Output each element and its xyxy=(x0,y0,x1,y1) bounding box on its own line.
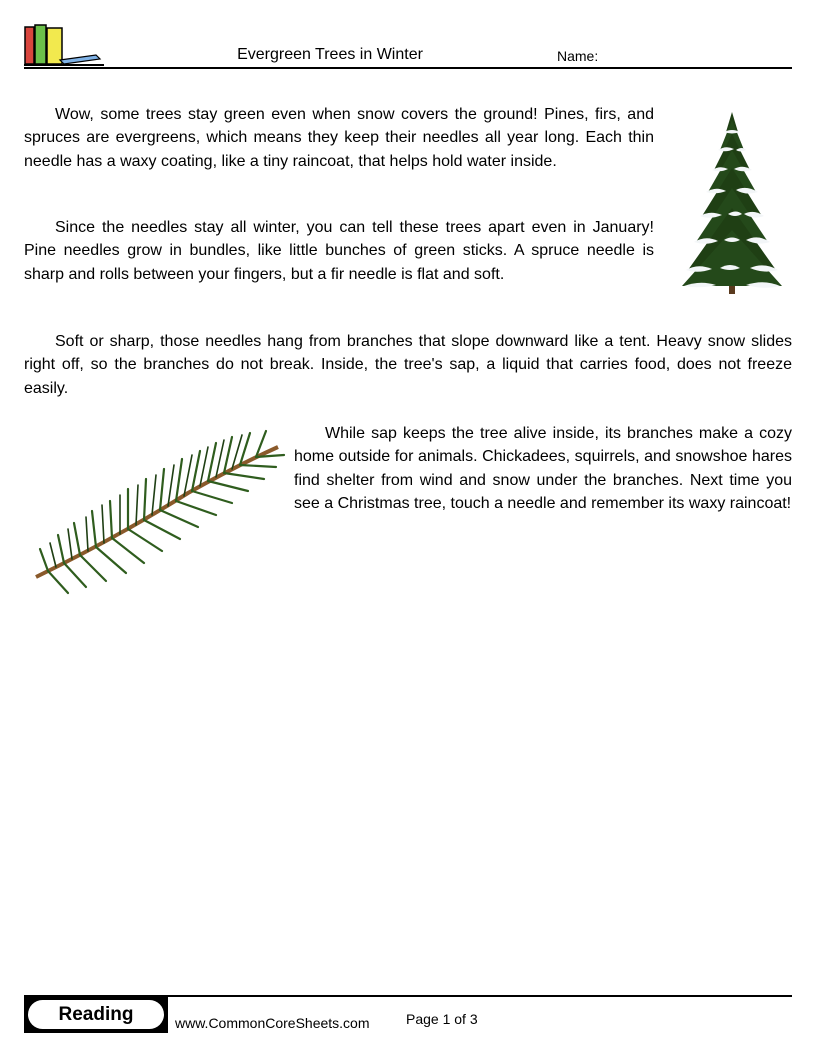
paragraph-4: While sap keeps the tree alive inside, its branches make a cozy home outside for animals. Chickadees, squirrels, and snowshoe hares find shelter from wind and snow under the branches. Next time you see a Christmas tree, touch a needle and remember its waxy raincoat! xyxy=(294,425,792,512)
page-number: Page 1 of 3 xyxy=(406,1011,478,1027)
reading-badge-label: Reading xyxy=(28,1000,164,1029)
paragraph-2: Since the needles stay all winter, you can tell these trees apart even in January! Pine needles grow in bundles, like little bunches of green sticks. A spruce needle is sharp and rolls between your fingers, but a fir needle is flat and soft. xyxy=(24,219,654,283)
name-field-label: Name: xyxy=(557,48,599,64)
page-header xyxy=(24,0,792,70)
snowy-fir-tree-image xyxy=(680,110,784,296)
header-divider xyxy=(24,67,792,69)
page-title-text: Evergreen Trees in Winter xyxy=(237,46,423,63)
paragraph-1: Wow, some trees stay green even when snow covers the ground! Pines, firs, and spruces are evergreens, which means they keep their needles all year long. Each thin needle has a waxy coating, like a tiny raincoat, that helps hold water inside. xyxy=(24,106,654,170)
reading-badge xyxy=(24,997,168,1033)
paragraph-3: Soft or sharp, those needles hang from branches that slope downward like a tent. Heavy snow slides right off, so the branches do not break. Inside, the tree's sap, a liquid that carries food, does not freeze easily. xyxy=(24,333,792,397)
site-url: www.CommonCoreSheets.com xyxy=(175,1015,370,1031)
page-title xyxy=(24,46,792,64)
spruce-branch-image xyxy=(28,425,288,605)
